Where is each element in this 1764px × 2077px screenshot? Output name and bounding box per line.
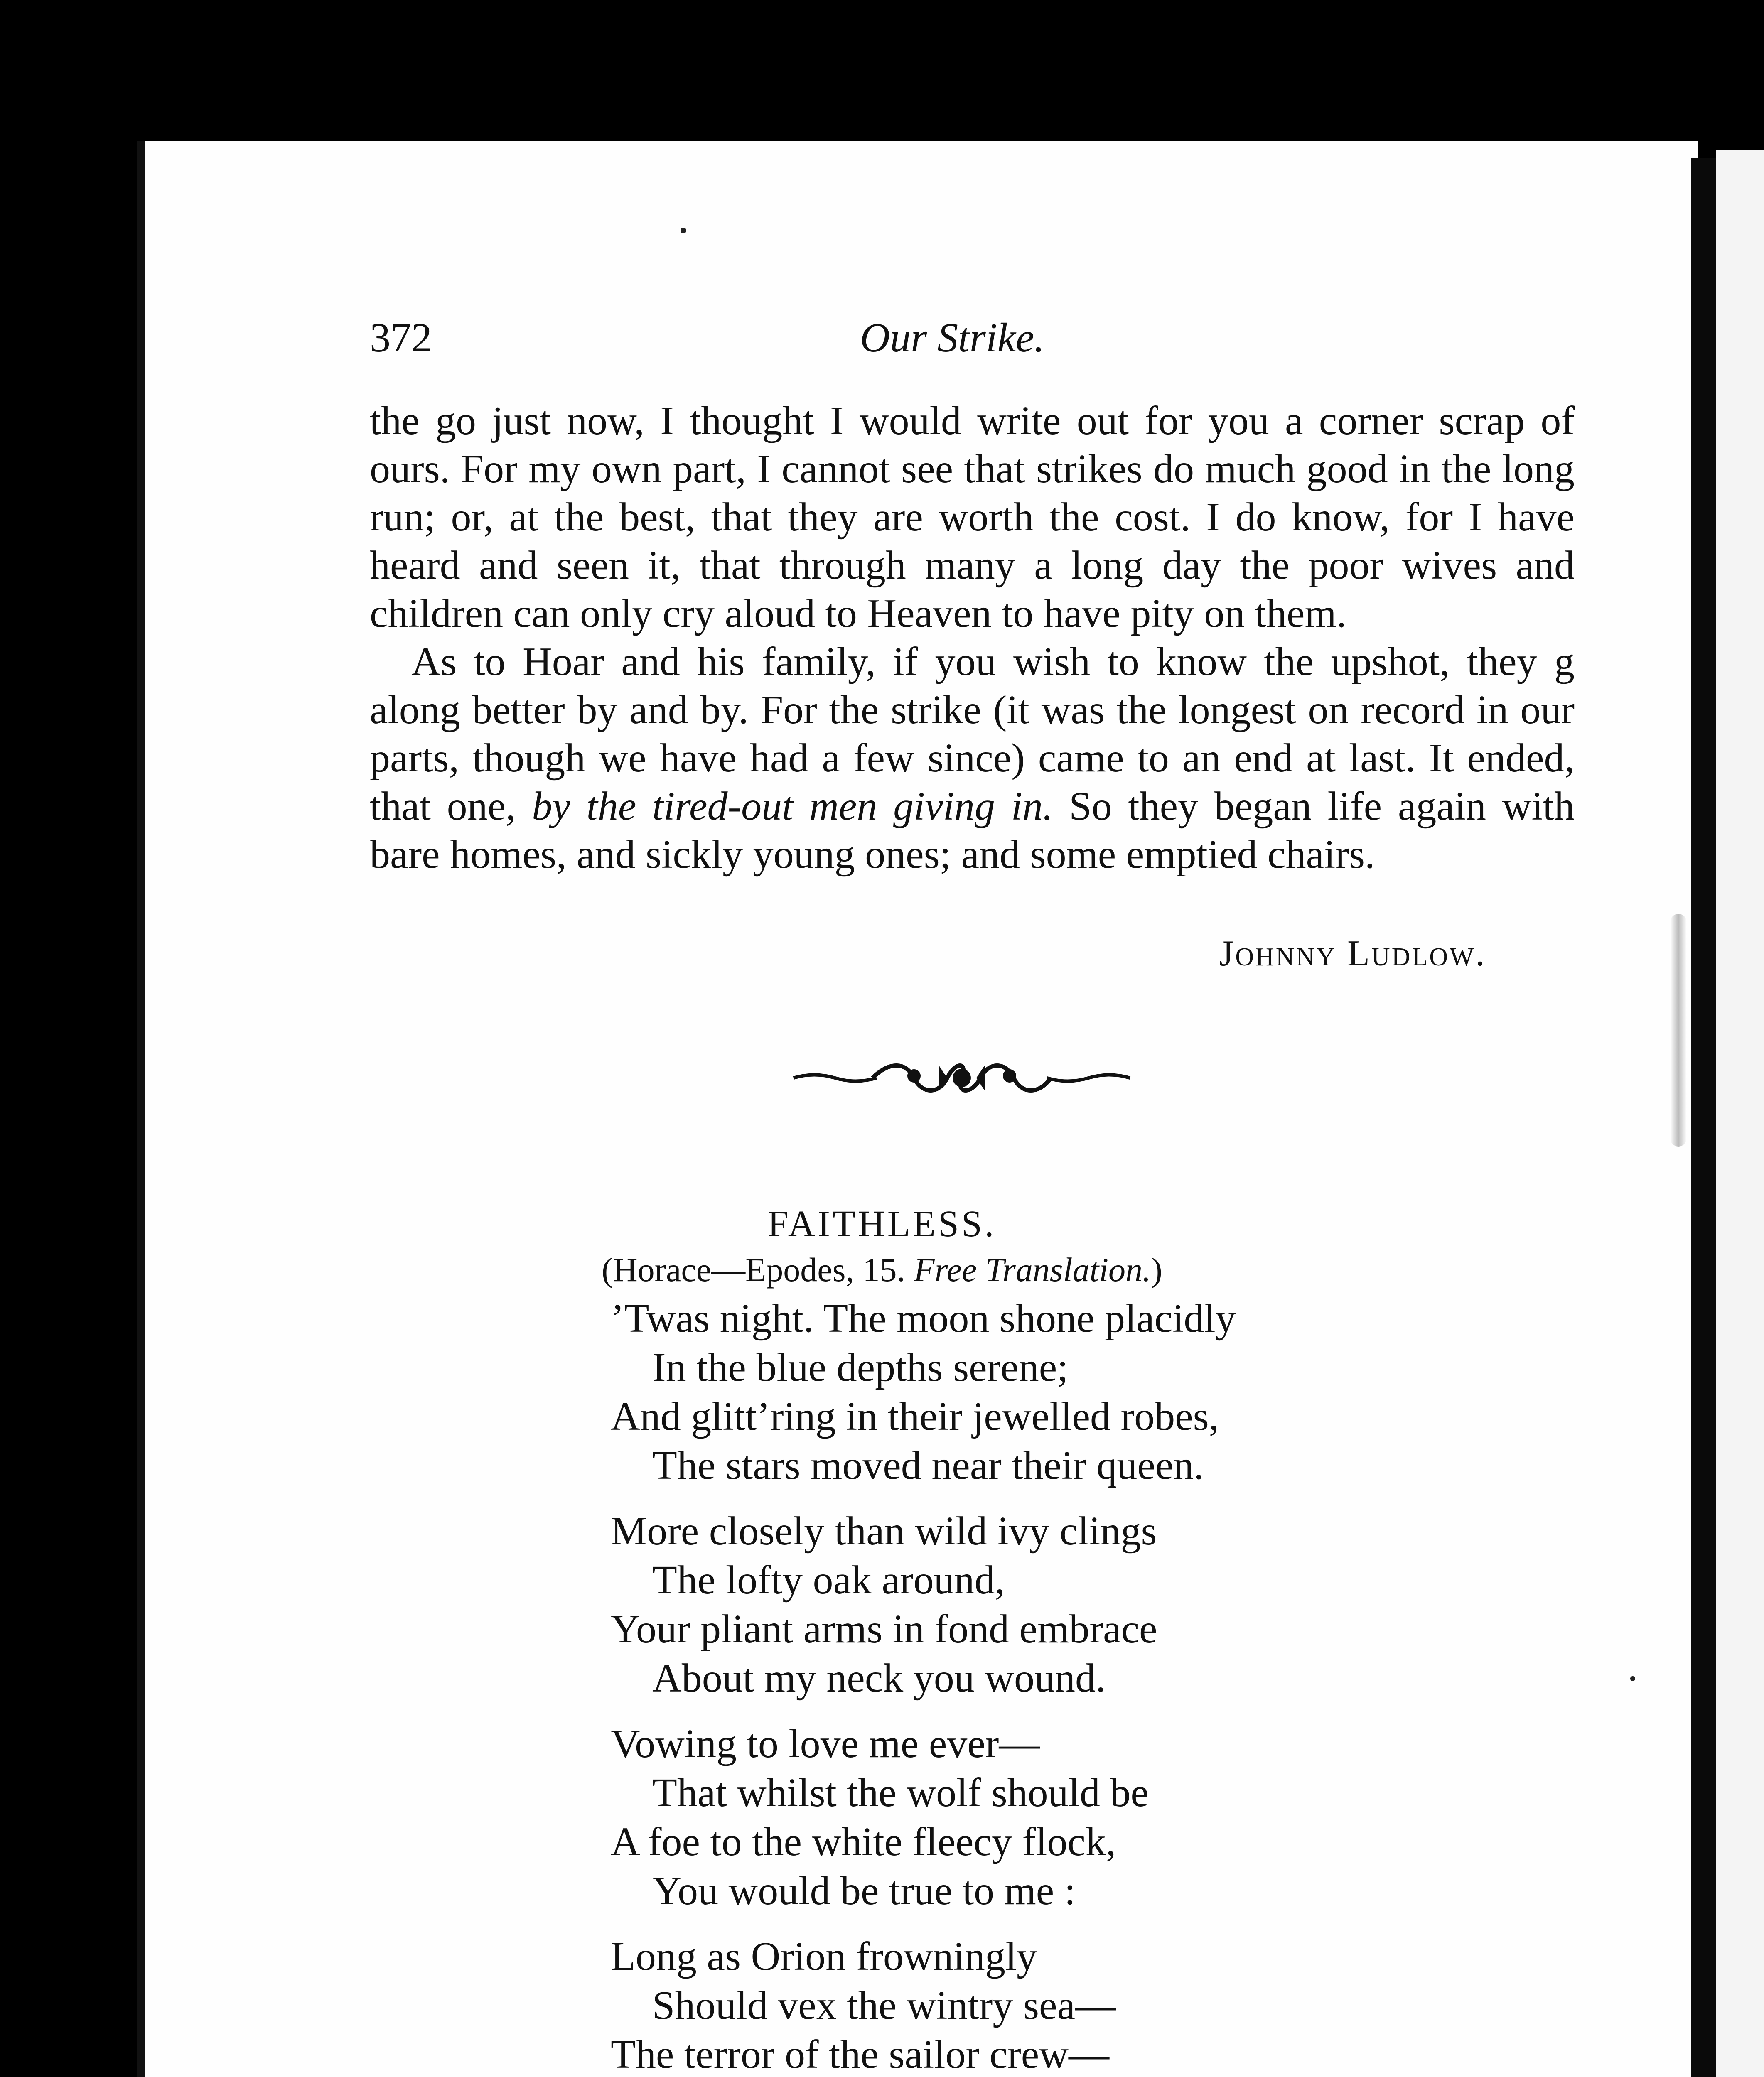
poem-stanza	[611, 1294, 1312, 1490]
poem-line: The lofty oak around,	[652, 1558, 1005, 1603]
running-title: Our Strike.	[860, 314, 1045, 361]
poem-subtitle-italic: Free Translation.	[914, 1251, 1151, 1289]
poem-line: More closely than wild ivy clings	[611, 1509, 1157, 1554]
poem-stanza	[611, 1719, 1312, 1915]
poem-line: That whilst the wolf should be	[652, 1770, 1149, 1815]
poem-body	[611, 1294, 1312, 2077]
poem-stanza	[611, 1507, 1312, 1703]
poem-line: In the blue depths serene;	[652, 1345, 1069, 1390]
page-edge-fold	[1670, 914, 1687, 1147]
author-signature: Johnny Ludlow.	[1219, 933, 1486, 974]
poem-line: And glitt’ring in their jewelled robes,	[611, 1394, 1219, 1439]
paragraph-1: the go just now, I thought I would write out for you a corner scrap of ours. For my own part, I cannot see that strikes do much good in the long run; or, at the best, that they are worth the cost. I do know, for I have heard and seen it, that through many a long day the poor wives and children can only cry aloud to Heaven to have pity on them.	[370, 398, 1575, 636]
poem-subtitle-close: )	[1151, 1251, 1162, 1289]
poem-line: The stars moved near their queen.	[652, 1443, 1204, 1488]
poem-line: Long as Orion frowningly	[611, 1934, 1037, 1979]
poem-line: ’Twas night. The moon shone placidly	[611, 1296, 1236, 1341]
poem-line: Vowing to love me ever—	[611, 1721, 1040, 1766]
ink-speck	[681, 228, 686, 233]
paragraph-2-italic: by the tired-out men giving in.	[532, 784, 1053, 829]
ornament-divider-icon	[789, 1053, 1134, 1103]
story-text	[370, 397, 1575, 879]
poem-stanza	[611, 1932, 1312, 2077]
poem-line: About my neck you wound.	[652, 1656, 1106, 1701]
paragraph-2-start: As to Hoar and his family, if you wish to know the upshot, they g along better by and by. For the strike (it was the longest on record in our parts, though we have had a few since) came to an end at last. It ended, that one,	[370, 639, 1575, 829]
ink-speck	[1630, 1676, 1635, 1681]
paragraph-2-end: So they began life again with bare homes, and sickly young ones; and some emptied chairs.	[370, 784, 1575, 877]
page-gutter	[1691, 158, 1716, 2077]
page-header	[370, 314, 1575, 363]
poem-subtitle	[0, 1250, 1764, 1289]
poem-line: You would be true to me :	[652, 1868, 1076, 1913]
poem-line: The terror of the sailor crew—	[611, 2032, 1109, 2077]
poem-title: FAITHLESS.	[767, 1203, 997, 1245]
poem-line: Should vex the wintry sea—	[652, 1983, 1116, 2028]
paragraph-2	[370, 638, 1575, 879]
next-page-edge	[1716, 150, 1764, 2077]
poem-subtitle-plain: (Horace—Epodes, 15.	[602, 1251, 914, 1289]
poem-line: A foe to the white fleecy flock,	[611, 1819, 1116, 1864]
page-number: 372	[370, 314, 432, 361]
poem-line: Your pliant arms in fond embrace	[611, 1607, 1157, 1652]
